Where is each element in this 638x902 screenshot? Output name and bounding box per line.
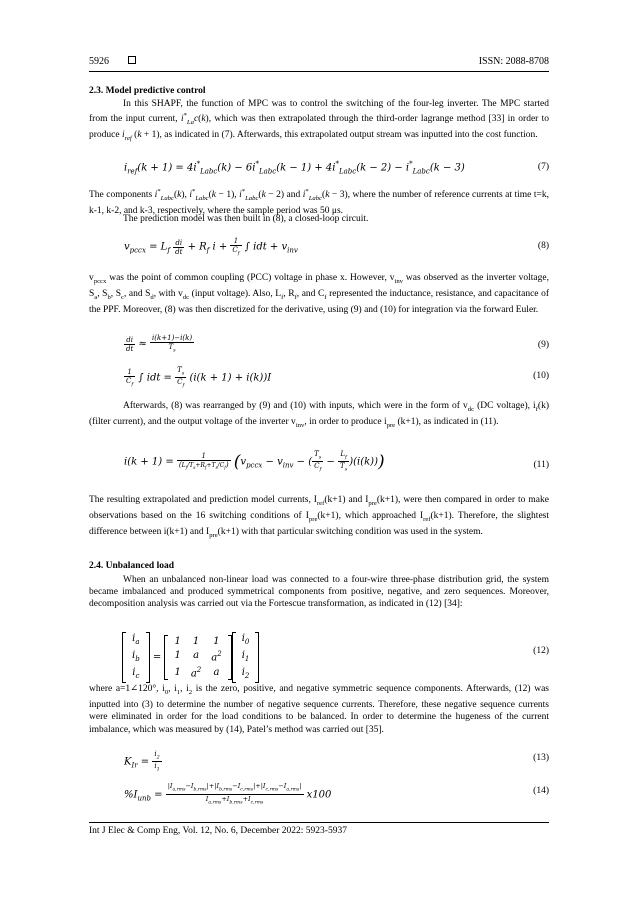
mpc-paragraph-3: The prediction model was then built in (8), a closed-loop circuit. <box>123 214 369 224</box>
page-number: 5926 <box>89 56 109 67</box>
square-icon <box>128 56 136 64</box>
fortescue-matrix: 1 1 1 1 a $a^2$ 1 $a^2$ a <box>164 635 231 681</box>
issn: ISSN: 2088-8708 <box>478 56 549 67</box>
equation-11: i(k + 1) = $\frac{1}{(L_f/T_s+R_f+T_s/C_f)}$ ($v_{pccx} - v_{inv}$ − ( $\frac{T_s}{C_f}$ − $\frac{L_f}{T_s}$ )(i(k))) <box>124 450 385 473</box>
equation-10-number: (10) <box>533 371 549 381</box>
equation-8-number: (8) <box>537 241 549 251</box>
mpc-paragraph-2: The components $i^*_{Labc}(k)$, $i^*_{Labc}(k - 1)$, $i^*_{Labc}(k - 2)$ and $i^*_{Labc}(k - 3)$, where the number of reference currents at time t=k, k-1, k-2, and k-3, respectively, where the sample period was 50 μs. <box>89 188 549 217</box>
equation-14: $\%I_{unb}$ = $\frac{|I_{a,rms}-I_{b,rms}|+|I_{b,rms}-I_{c,rms}|+|I_{c,rms}-I_{a,rms}|}{I_{a,rms}+I_{b,rms}+I_{c,rms}}$ x100 <box>124 782 332 806</box>
section-heading-mpc: 2.3. Model predictive control <box>89 86 206 96</box>
equation-11-number: (11) <box>533 460 549 470</box>
page-footer: Int J Elec & Comp Eng, Vol. 12, No. 6, December 2022: 5923-5937 <box>89 826 347 836</box>
footer-rule <box>89 822 549 823</box>
lhs-vector: $i_a$ $i_b$ $i_c$ <box>122 632 150 683</box>
equation-13: $K_{Ir}$ = $\frac{i_2}{i_1}$ <box>124 750 160 773</box>
mpc-paragraph-6: The resulting extrapolated and prediction model currents, $I_{ref}(k+1)$ and $I_{pre}(k+1)$, were then compared in order to make observations based on the 16 switching conditions of $I_{pre}(k+1)$, which approached $I_{ref}(k+1)$. Therefore, the slightest difference between i(k+1) and $I_{pre}(k+1)$ with that particular switching condition was used in the system. <box>89 495 549 540</box>
equation-10: $\frac{1}{C_f}$ ∫ idt = $\frac{T_s}{C_f}$ (i(k + 1) + i(k))I <box>126 366 272 389</box>
mpc-paragraph-4: $v_{pccx}$ was the point of common coupling (PCC) voltage in phase x. However, $v_{inv}$ was observed as the inverter voltage, $S_a$, $S_b$, $S_c$, and $S_d$, with $v_{dc}$ (input voltage). Also, $L_f$, $R_f$, and $C_f$ represented the inductance, resistance, and capacitance of the PPF. Moreover, (8) was then discretized for the derivative, using (9) and (10) for integration via the forward Euler. <box>89 273 549 316</box>
section-heading-unbalanced-load: 2.4. Unbalanced load <box>89 561 174 571</box>
mpc-paragraph-1: In this SHAPF, the function of MPC was to control the switching of the four-leg inverter. The MPC started from the input current, $i^*_{La}c(k)$, which was then extrapolated through the third-order lagrange method [33] in order to produce $i_{ref}$ (k + 1), as indicated in (7). Afterwards, this extrapolated output stream was inputted into the cost function. <box>89 99 549 143</box>
equation-9-number: (9) <box>537 340 549 350</box>
rhs-vector: $i_0$ $i_1$ $i_2$ <box>232 632 260 683</box>
equation-7: $i_{ref}(k + 1) = 4i^*_{Labc}(k) - 6i^*_{Labc}(k - 1) + 4i^*_{Labc}(k - 2) - i^*_{Labc}(k - 3)$ <box>124 160 465 176</box>
ul-paragraph-1: When an unbalanced non-linear load was connected to a four-wire three-phase distribution grid, the system became imbalanced and produced symmetrical components from positive, negative, and zero sequences. Moreover, decomposition analysis was carried out via the Fortescue transformation, as indicated in (12) [34]: <box>89 575 549 610</box>
mpc-paragraph-5: Afterwards, (8) was rearranged by (9) and (10) with inputs, which were in the form of $v_{dc}$ (DC voltage), $i_f(k)$ (filter current), and the output voltage of the inverter $v_{inv}$, in order to produce $i_{pre}$ (k+1), as indicated in (11). <box>89 401 549 429</box>
equation-14-number: (14) <box>533 786 549 796</box>
equation-9: $\frac{di}{dt}$ ≈ $\frac{i(k+1)-i(k)}{T_s}$ <box>126 334 193 354</box>
header-rule <box>89 71 549 72</box>
ul-paragraph-2: where a=1∠120°, $i_0$, $i_1$, $i_2$ is the zero, positive, and negative symmetric sequence components. Afterwards, (12) was inputted into (3) to determine the number of negative sequence currents. Therefore, these negative sequence currents were eliminated in order for the load conditions to be balanced. In order to determine the hugeness of the current imbalance, which was measured by (14), Patel’s method was carried out [35]. <box>89 684 549 735</box>
equation-12-number: (12) <box>533 646 549 656</box>
equation-13-number: (13) <box>533 753 549 763</box>
equation-12: $i_a$ $i_b$ $i_c$ = 1 1 1 1 a $a^2$ 1 $a^2$ a $i_0$ $i_1$ $i_2$ <box>122 632 259 683</box>
equation-8: $v_{pccx} = L_f$ $\frac{di}{dt}$ + $R_f$ i + $\frac{1}{C_f}$ ∫ idt + $v_{inv}$ <box>124 237 298 257</box>
equation-7-number: (7) <box>537 162 549 172</box>
